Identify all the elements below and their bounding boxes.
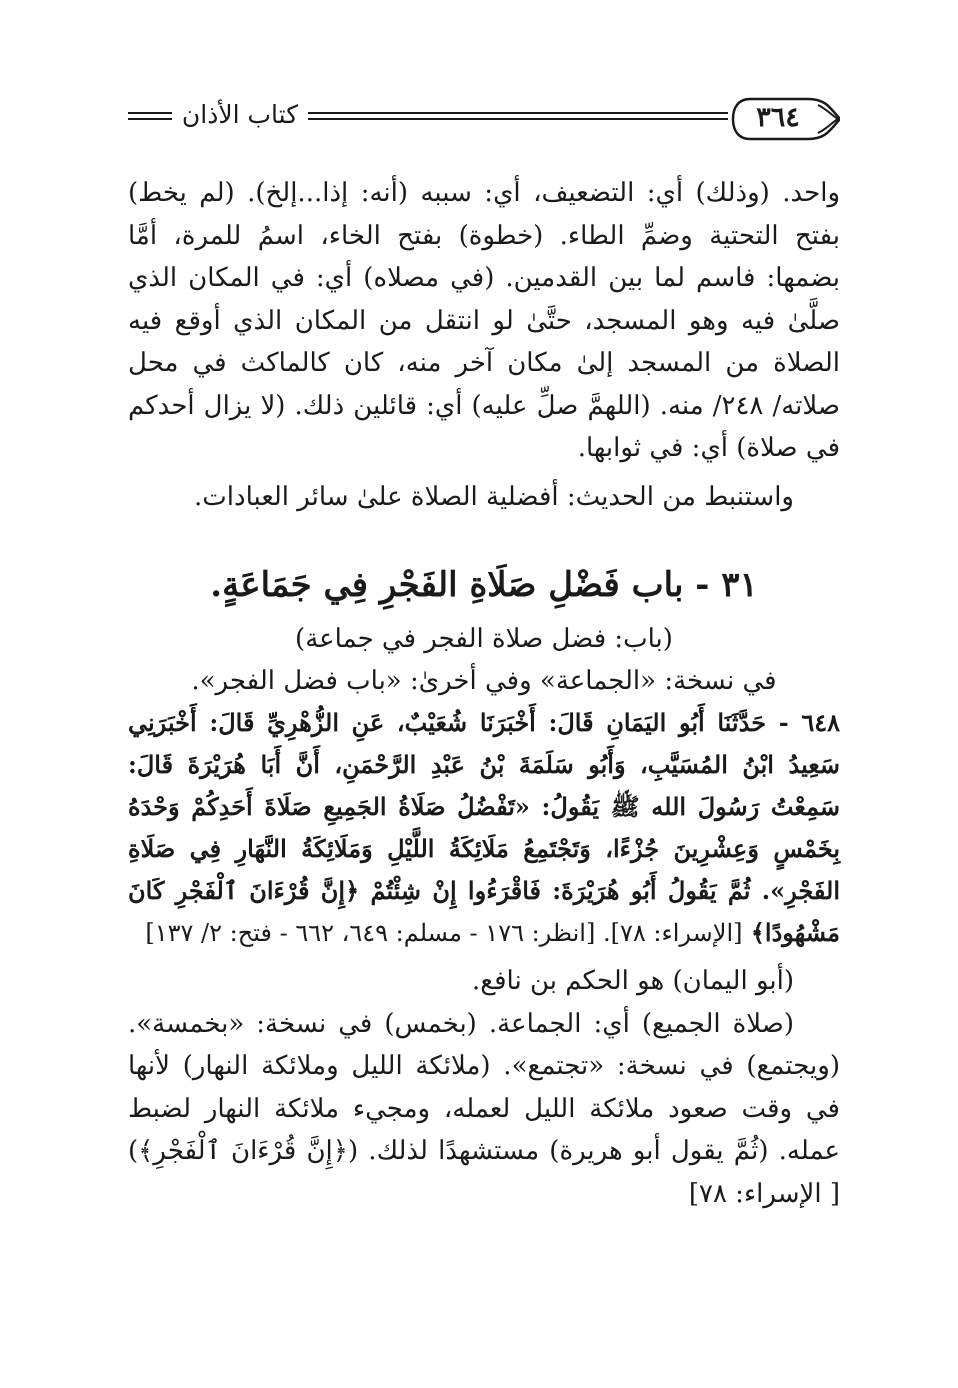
header-rule-middle-bottom — [308, 118, 728, 120]
page-number-badge — [730, 96, 840, 142]
hadith-body: ٦٤٨ - حَدَّثَنَا أَبُو اليَمَانِ قَالَ: أَخْبَرَنَا شُعَيْبٌ، عَنِ الزُّهْرِيِّ قَالَ: أَخْبَرَنِي سَعِيدُ ابْنُ المُسَيَّبِ، وَأَبُو سَلَمَةَ بْنُ عَبْدِ الرَّحْمَنِ، أَنَّ أَبَا هُرَيْرَةَ قَالَ: سَمِعْتُ رَسُولَ الله ﷺ يَقُولُ: «تَفْضُلُ صَلَاةُ الجَمِيعِ صَلَاةَ أَحَدِكُمْ وَحْدَهُ بِخَمْسٍ وَعِشْرِينَ جُزْءًا، وَتَجْتَمِعُ مَلَائِكَةُ اللَّيْلِ وَمَلَائِكَةُ النَّهَارِ فِي صَلَاةِ الفَجْرِ». ثُمَّ يَقُولُ أَبُو هُرَيْرَةَ: فَاقْرَءُوا إِنْ شِئْتُمْ ﴿إِنَّ قُرْءَانَ ٱلْفَجْرِ كَانَ مَشْهُودًا﴾ — [128, 708, 841, 947]
hadith-reference: [الإسراء: ٧٨]. [انظر: ١٧٦ - مسلم: ٦٤٩، ٦٦٢ - فتح: ٢/ ١٣٧] — [145, 919, 743, 947]
page-content — [128, 172, 840, 1215]
header-rule-left-top — [128, 112, 172, 114]
header-rule-left-bottom — [128, 118, 172, 120]
deduction-line: واستنبط من الحديث: أفضلية الصلاة علىٰ سائر العبادات. — [194, 481, 794, 512]
header-rule-middle-top — [308, 112, 728, 114]
page-header — [128, 96, 840, 146]
chapter-subtitle: (باب: فضل صلاة الفجر في جماعة) — [295, 624, 673, 654]
running-title: كتاب الأذان — [181, 100, 299, 129]
page-number: ٣٦٤ — [756, 102, 800, 133]
variant-note: في نسخة: «الجماعة» وفي أخرىٰ: «باب فضل الفجر». — [191, 666, 777, 696]
commentary-explanation: (صلاة الجميع) أي: الجماعة. (بخمس) في نسخة: «بخمسة». (ويجتمع) في نسخة: «تجتمع». (ملائكة الليل وملائكة النهار) لأنها في وقت صعود ملائكة الليل لعمله، ومجيء ملائكة النهار لضبط عمله. (ثُمَّ يقول أبو هريرة) مستشهدًا لذلك. (﴿إِنَّ قُرْءَانَ ٱلْفَجْرِ﴾) [ الإسراء: ٧٨] — [128, 1008, 840, 1209]
commentary-paragraph-top: واحد. (وذلك) أي: التضعيف، أي: سببه (أنه: إذا...إلخ). (لم يخط) بفتح التحتية وضمِّ الطاء. (خطوة) بفتح الخاء، اسمُ للمرة، أمَّا بضمها: فاسم لما بين القدمين. (في مصلاه) أي: في المكان الذي صلَّىٰ فيه وهو المسجد، حتَّىٰ لو انتقل من المكان الذي أوقع فيه الصلاة من المسجد إلىٰ مكان آخر منه، كان كالماكث في محل صلاته/ ٢٤٨/ منه. (اللهمَّ صلِّ عليه) أي: قائلين ذلك. (لا يزال أحدكم في صلاة) أي: في ثوابها. — [128, 178, 840, 463]
chapter-heading: ٣١ - باب فَضْلِ صَلَاةِ الفَجْرِ فِي جَمَاعَةٍ. — [210, 565, 758, 605]
hadith-text — [128, 702, 840, 954]
commentary-narrator: (أبو اليمان) هو الحكم بن نافع. — [472, 966, 794, 996]
